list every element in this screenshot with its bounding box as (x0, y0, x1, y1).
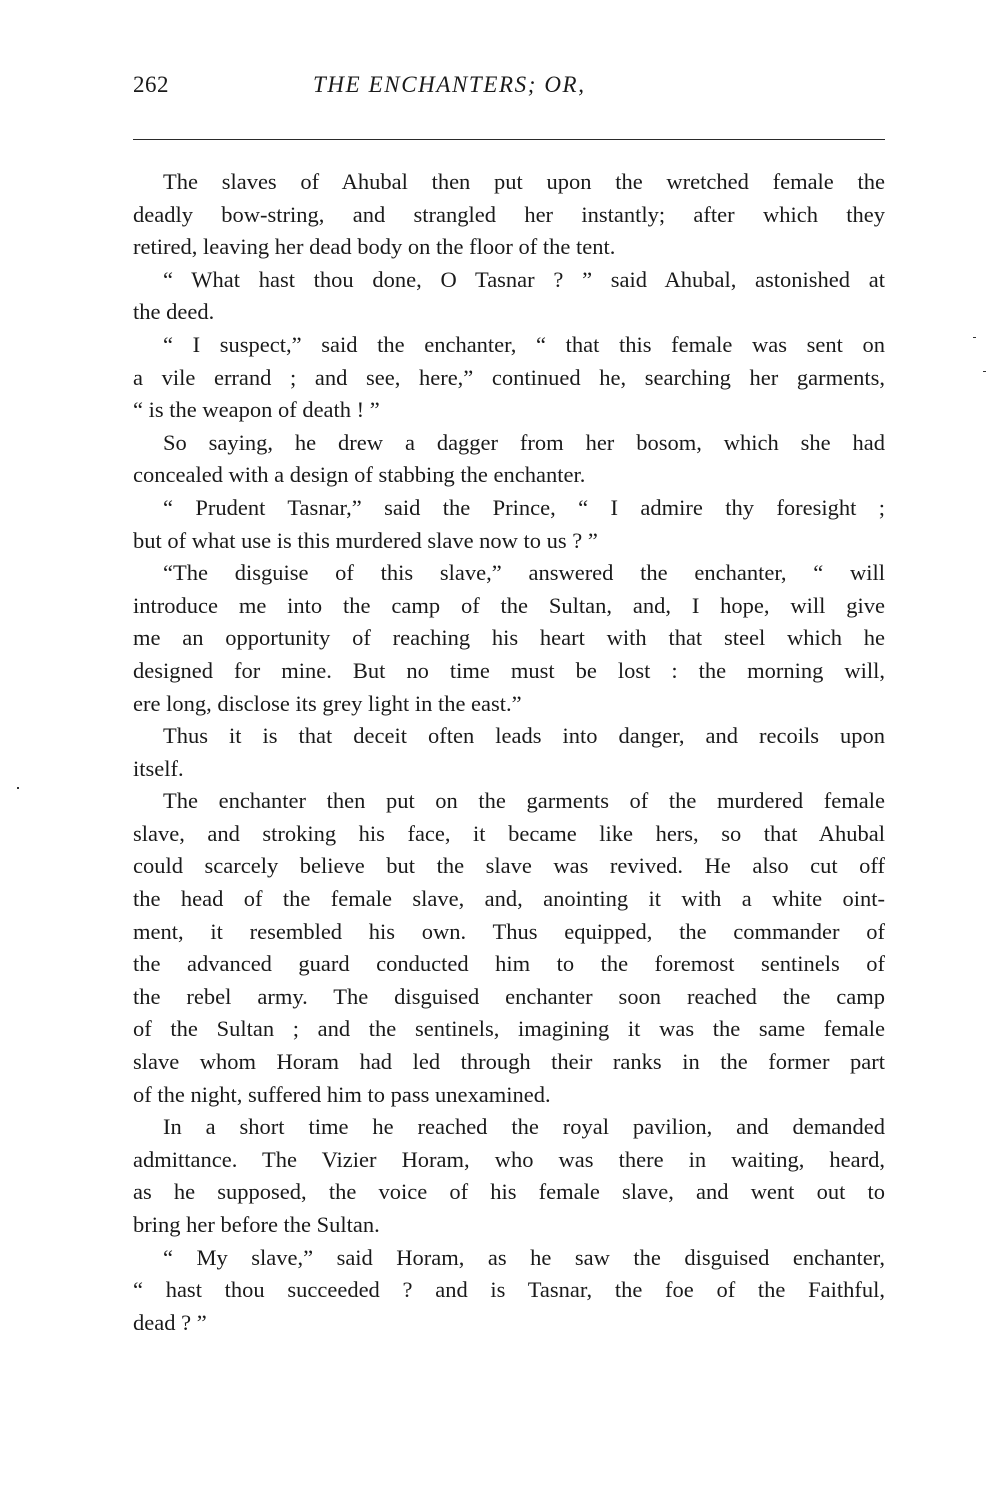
paragraph (133, 427, 885, 492)
scan-speck (973, 337, 976, 338)
paragraph (133, 785, 885, 1111)
text-line: the head of the female slave, and, anointing it with a white oint- (133, 886, 885, 912)
text-line: “ My slave,” said Horam, as he saw the disguised enchanter, (163, 1244, 885, 1270)
running-head (133, 72, 885, 108)
paragraph (133, 557, 885, 720)
page-number: 262 (133, 72, 169, 97)
running-title: THE ENCHANTERS; OR, (313, 72, 586, 97)
text-line: slave whom Horam had led through their ranks in the former part (133, 1049, 885, 1075)
text-line: bring her before the Sultan. (133, 1212, 380, 1237)
paragraph (133, 264, 885, 329)
text-line: In a short time he reached the royal pavilion, and demanded (163, 1114, 885, 1140)
text-line: So saying, he drew a dagger from her bosom, which she had (163, 429, 885, 455)
text-line: “The disguise of this slave,” answered the enchanter, “ will (163, 560, 885, 586)
scan-speck (983, 371, 986, 372)
text-line: “ hast thou succeeded ? and is Tasnar, the foe of the Faithful, (133, 1277, 885, 1303)
text-line: as he supposed, the voice of his female slave, and went out to (133, 1179, 885, 1205)
paragraph (133, 720, 885, 785)
text-line: of the night, suffered him to pass unexamined. (133, 1081, 551, 1107)
text-line: “ Prudent Tasnar,” said the Prince, “ I admire thy foresight ; (163, 494, 885, 520)
text-line: but of what use is this murdered slave now to us ? ” (133, 527, 598, 553)
text-line: “ is the weapon of death ! ” (133, 397, 380, 423)
header-rule (133, 139, 885, 140)
text-line: admittance. The Vizier Horam, who was there in waiting, heard, (133, 1146, 885, 1172)
text-line: dead ? ” (133, 1309, 207, 1335)
text-line: the rebel army. The disguised enchanter soon reached the camp (133, 983, 885, 1009)
text-line: ere long, disclose its grey light in the east.” (133, 690, 522, 716)
text-line: a vile errand ; and see, here,” continued he, searching her garments, (133, 364, 885, 390)
text-line: “ I suspect,” said the enchanter, “ that this female was sent on (163, 331, 885, 357)
body-text (133, 166, 885, 1339)
text-line: could scarcely believe but the slave was revived. He also cut off (133, 853, 885, 879)
text-line: slave, and stroking his face, it became like hers, so that Ahubal (133, 820, 885, 846)
text-line: introduce me into the camp of the Sultan, and, I hope, will give (133, 592, 885, 618)
text-line: retired, leaving her dead body on the floor of the tent. (133, 234, 616, 260)
paragraph (133, 166, 885, 264)
paragraph (133, 1111, 885, 1241)
paragraph (133, 329, 885, 427)
text-line: itself. (133, 755, 184, 781)
text-line: concealed with a design of stabbing the enchanter. (133, 462, 586, 488)
text-line: deadly bow-string, and strangled her instantly; after which they (133, 201, 885, 227)
scan-speck (17, 787, 19, 789)
text-line: the deed. (133, 299, 215, 325)
text-line: The slaves of Ahubal then put upon the wretched female the (163, 169, 885, 194)
text-line: The enchanter then put on the garments of the murdered female (163, 788, 885, 814)
paragraph (133, 492, 885, 557)
text-line: Thus it is that deceit often leads into danger, and recoils upon (163, 723, 885, 749)
text-line: “ What hast thou done, O Tasnar ? ” said Ahubal, astonished at (163, 266, 885, 292)
paragraph (133, 1242, 885, 1340)
text-line: ment, it resembled his own. Thus equipped, the commander of (133, 918, 885, 944)
text-line: designed for mine. But no time must be lost : the morning will, (133, 657, 885, 683)
text-line: of the Sultan ; and the sentinels, imagining it was the same female (133, 1016, 885, 1042)
text-line: the advanced guard conducted him to the foremost sentinels of (133, 951, 885, 977)
text-line: me an opportunity of reaching his heart with that steel which he (133, 625, 885, 651)
